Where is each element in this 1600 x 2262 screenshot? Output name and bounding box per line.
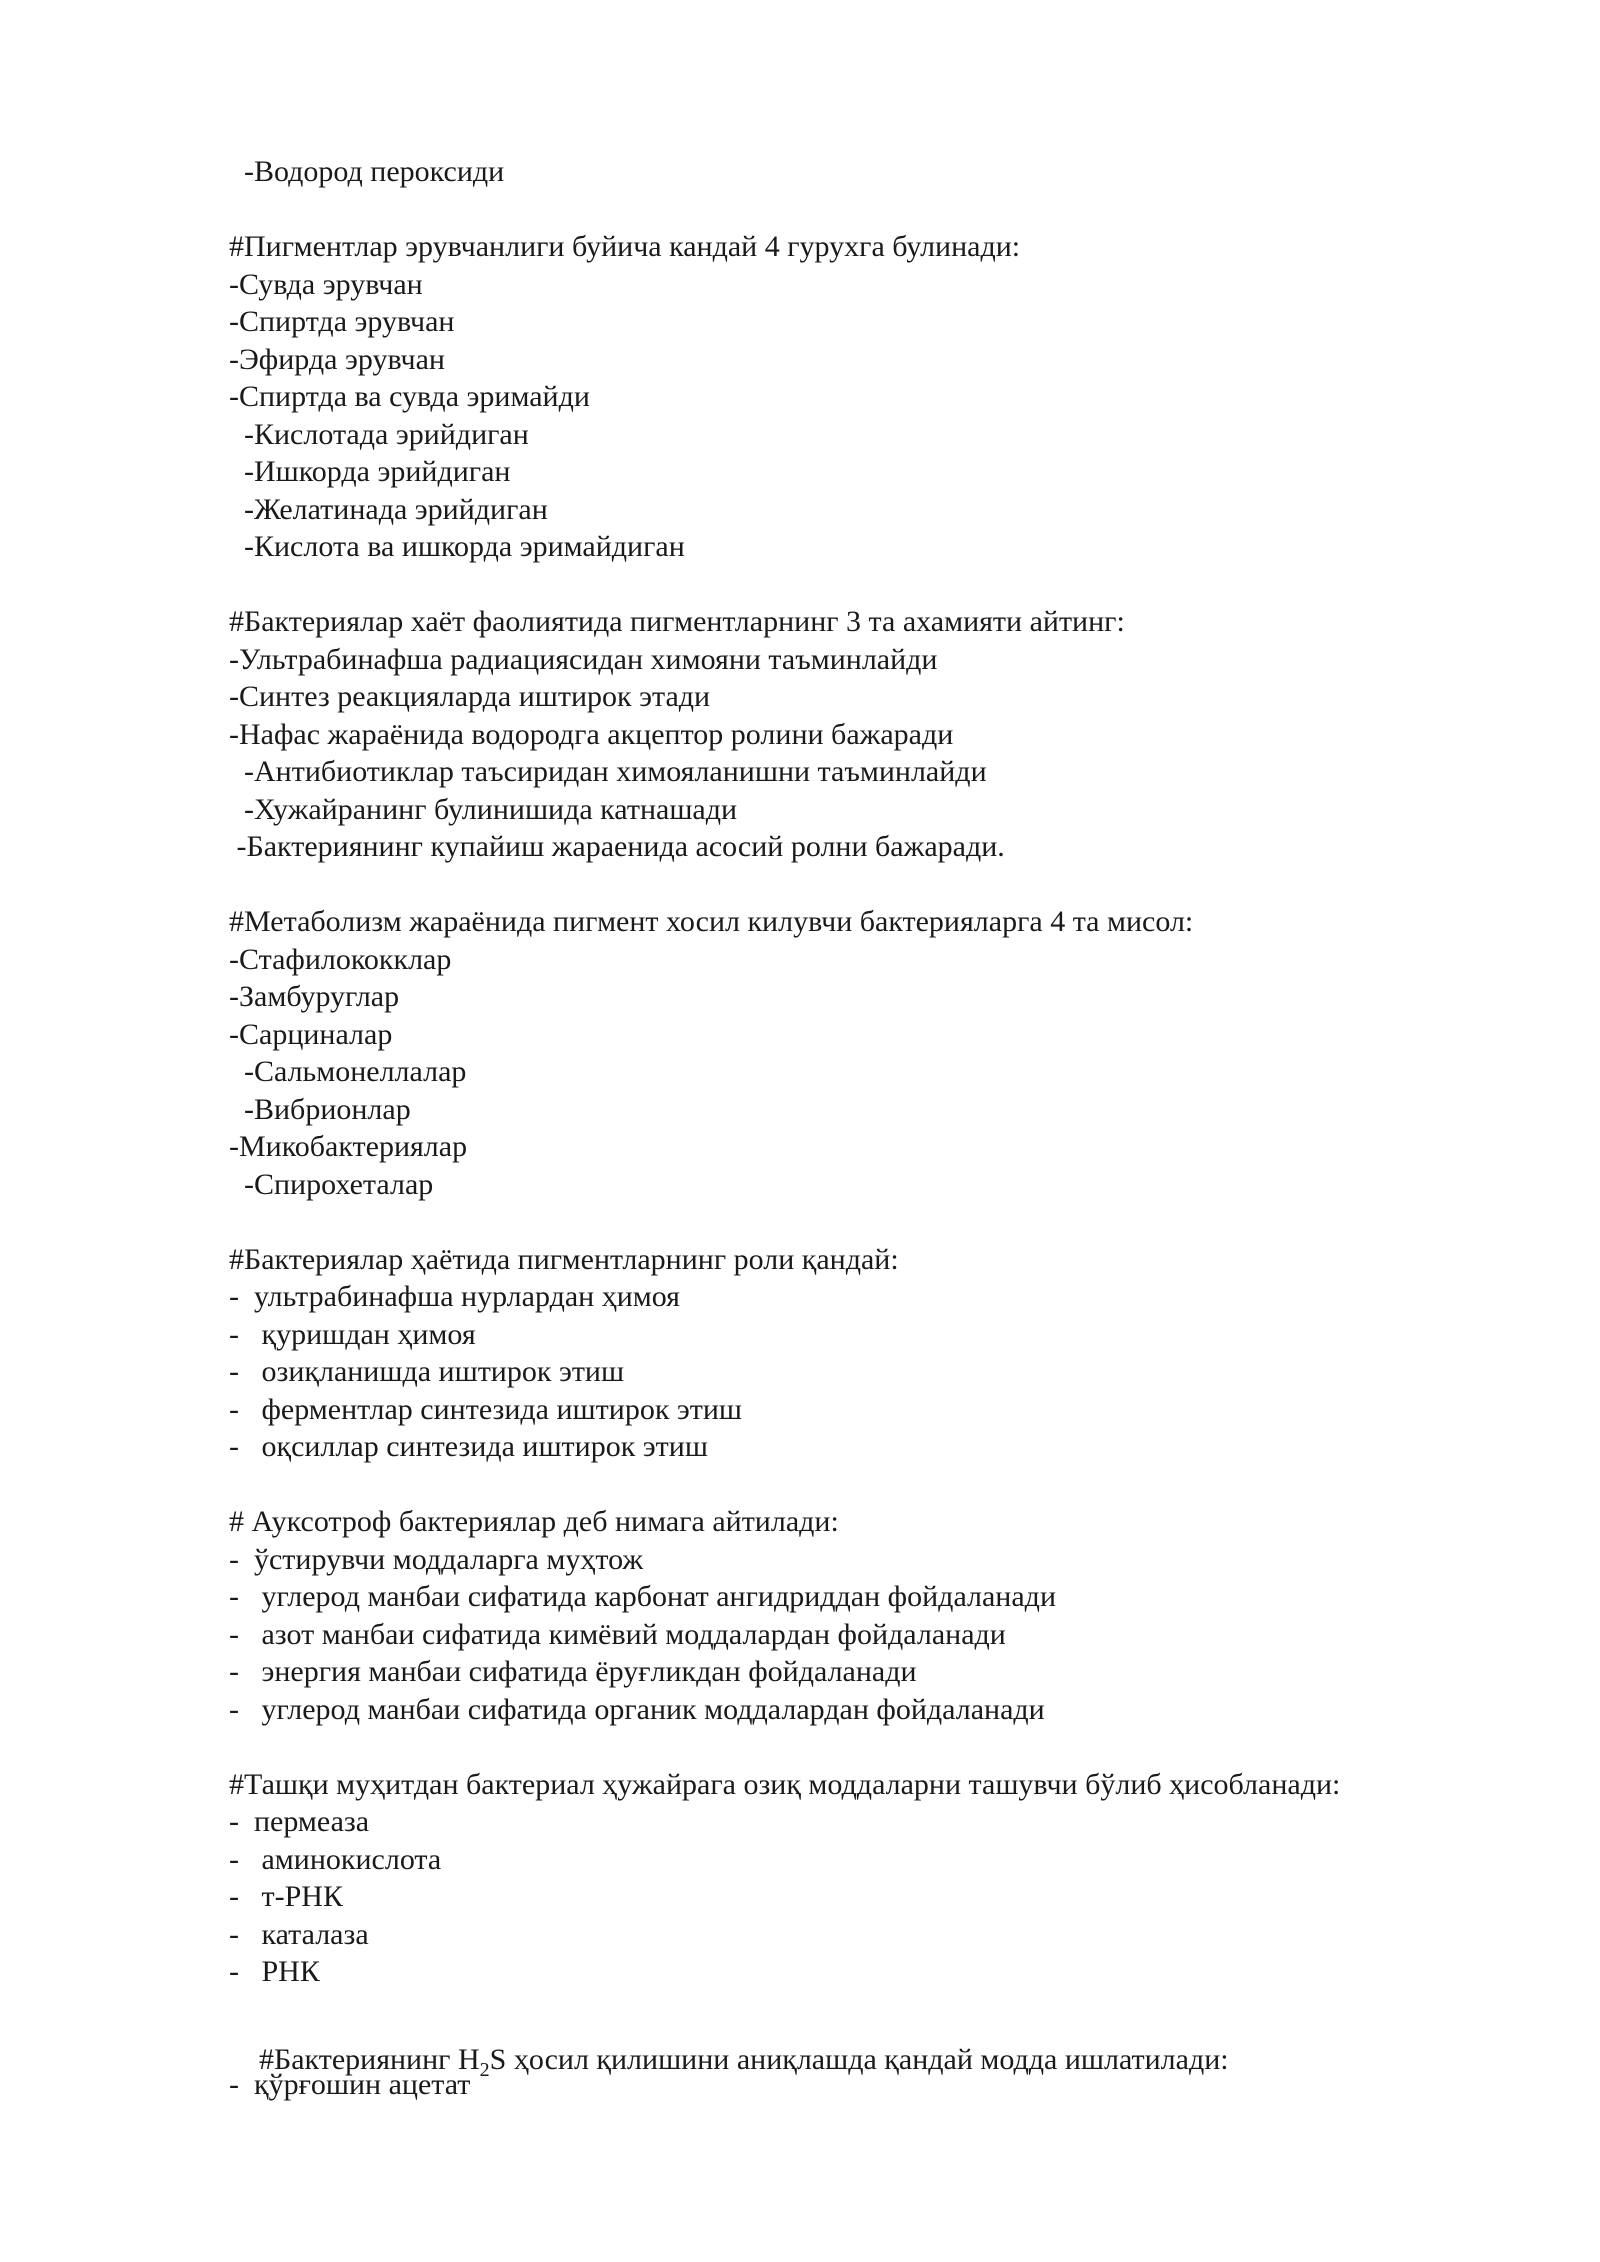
document-line: - углерод манбаи сифатида карбонат ангидриддан фойдаланади	[229, 1580, 1056, 1613]
document-line: - аминокислота	[229, 1843, 442, 1876]
document-line: -Эфирда эрувчан	[229, 343, 445, 376]
h2s-subscript: 2	[479, 2059, 490, 2081]
document-line: #Бактериялар ҳаётида пигментларнинг роли қандай:	[229, 1243, 899, 1276]
document-line: - РНК	[229, 1955, 320, 1988]
document-line: -Спиртда эрувчан	[229, 305, 455, 338]
document-line: - қуришдан ҳимоя	[229, 1318, 476, 1351]
document-line: -Желатинада эрийдиган	[229, 493, 548, 526]
document-line: #Пигментлар эрувчанлиги буйича кандай 4 гурухга булинади:	[229, 230, 1021, 263]
document-line: - ферментлар синтезида иштирок этиш	[229, 1393, 743, 1426]
document-line: -Сарциналар	[229, 1018, 393, 1051]
document-line: - азот манбаи сифатида кимёвий моддалардан фойдаланади	[229, 1618, 1006, 1651]
h2s-question-before: #Бактериянинг H	[259, 2043, 480, 2076]
document-line: #Ташқи муҳитдан бактериал ҳужайрага озиқ моддаларни ташувчи бўлиб ҳисобланади:	[229, 1768, 1341, 1801]
document-line: - қўрғошин ацетат	[229, 2068, 471, 2101]
document-line: -Микобактериялар	[229, 1130, 468, 1163]
document-line: - пермеаза	[229, 1805, 370, 1838]
document-line: - ўстирувчи моддаларга муҳтож	[229, 1543, 644, 1576]
document-line: - озиқланишда иштирок этиш	[229, 1355, 625, 1388]
document-line: #Бактериялар хаёт фаолиятида пигментларнинг 3 та ахамияти айтинг:	[229, 605, 1125, 638]
document-line: -Кислота ва ишкорда эримайдиган	[229, 530, 685, 563]
document-line: - т-РНК	[229, 1880, 343, 1913]
h2s-question-after: S ҳосил қилишини аниқлашда қандай модда ишлатилади:	[489, 2043, 1229, 2076]
document-line: # Ауксотроф бактериялар деб нимага айтилади:	[229, 1505, 839, 1538]
document-line: - оқсиллар синтезида иштирок этиш	[229, 1430, 708, 1463]
document-line: -Стафилококклар	[229, 943, 452, 976]
document-line: -Вибрионлар	[229, 1093, 411, 1126]
document-line: -Сувда эрувчан	[229, 268, 423, 301]
document-line: -Синтез реакцияларда иштирок этади	[229, 680, 711, 713]
document-line: - ультрабинафша нурлардан ҳимоя	[229, 1280, 680, 1313]
document-line: #Метаболизм жараёнида пигмент хосил килувчи бактерияларга 4 та мисол:	[229, 905, 1194, 938]
h2s-question-line	[229, 2006, 1229, 2081]
document-line: -Замбуруглар	[229, 980, 400, 1013]
document-line: -Спиртда ва сувда эримайди	[229, 380, 590, 413]
document-line: -Сальмонеллалар	[229, 1055, 467, 1088]
document-line: -Антибиотиклар таъсиридан химояланишни таъминлайди	[229, 755, 987, 788]
document-line: -Водород пероксиди	[229, 155, 505, 188]
document-line: - углерод манбаи сифатида органик моддалардан фойдаланади	[229, 1693, 1045, 1726]
document-line: -Нафас жараёнида водородга акцептор ролини бажаради	[229, 718, 954, 751]
document-line: -Бактериянинг купайиш жараенида асосий ролни бажаради.	[229, 830, 1005, 863]
document-line: -Ишкорда эрийдиган	[229, 455, 511, 488]
document-line: -Кислотада эрийдиган	[229, 418, 529, 451]
document-line: -Ультрабинафша радиациясидан химояни таъминлайди	[229, 643, 938, 676]
document-line: - каталаза	[229, 1918, 369, 1951]
document-line: - энергия манбаи сифатида ёруғликдан фойдаланади	[229, 1655, 917, 1688]
document-line: -Хужайранинг булинишида катнашади	[229, 793, 738, 826]
document-line: -Спирохеталар	[229, 1168, 434, 1201]
